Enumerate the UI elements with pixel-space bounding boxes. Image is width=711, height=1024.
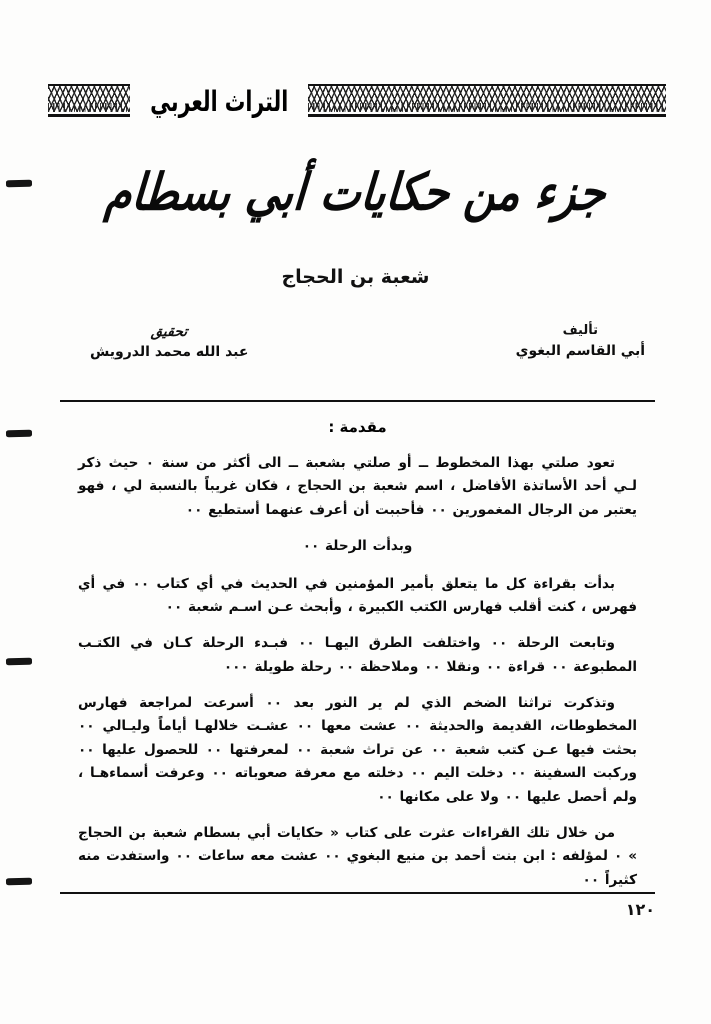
section-heading-introduction: مقدمة : [328, 418, 387, 436]
page-number: ١٢٠ [625, 900, 655, 919]
page-subtitle: شعبة بن الحجاج [281, 266, 430, 288]
editor-name: عبد الله محمد الدرويش [90, 344, 249, 361]
author-role-label: تأليف [562, 323, 599, 338]
paragraph: تعود صلتي بهذا المخطوط ــ أو صلتي بشعبة ــ الى أكثر من سنة ٠ حيث ذكر لـي أحد الأساتذة الأفاضل ، اسم شعبة بن الحجاج ، فكان غريباً بالنسبة لي ، فهو يعتبر من الرجال المغمورين ٠٠ فأحببت أن أعرف عنهما أستطيع ٠٠ [78, 455, 637, 518]
header-ornament-band [48, 84, 666, 118]
editor-credit [90, 322, 248, 363]
arabesque-frieze-icon [308, 84, 666, 118]
arabesque-frieze-icon [48, 84, 130, 118]
paragraph: بدأت بقراءة كل ما يتعلق بأمير المؤمنين في الحديث في أي كتاب ٠٠ في أي فهرس ، كنت أقلب فهارس الكتب الكبيرة ، وأبحث عـن اسـم شعبة ٠٠ [78, 575, 637, 615]
editor-role-label: تحقيق [150, 324, 189, 340]
margin-mark [6, 430, 32, 438]
page-title: جزء من حكايات أبي بسطام [102, 163, 609, 223]
paragraph: وتذكرت تراثنا الضخم الذي لم ير النور بعد ٠٠ أسرعت لمراجعة فهارس المخطوطات، القديمة والحديثة ٠٠ عشت معها ٠٠ عشـت خلالهـا أياماً وليـالي ٠٠ بحثت فيها عـن كتب شعبة ٠٠ عن تراث شعبة ٠٠ لمعرفتها ٠٠ للحصول عليها ٠٠ وركبت السفينة ٠٠ دخلت اليم ٠٠ دخلته مع معرفة صعوباته ٠٠ وعرفت أسماءهـا ، ولم أحصل عليها ٠٠ ولا على مكانها ٠٠ [78, 695, 638, 805]
divider-bottom [60, 892, 655, 894]
paragraph: وبدأت الرحلة ٠٠ [302, 538, 413, 555]
paragraph: وتابعت الرحلة ٠٠ واختلفت الطرق اليهـا ٠٠ فبـدء الرحلة كـان في الكتـب المطبوعة ٠٠ قراءة ٠٠ ونقلا ٠٠ وملاحظة ٠٠ رحلة طويلة ٠٠٠ [78, 635, 637, 675]
series-title: التراث العربي [150, 84, 289, 118]
credits-block [60, 322, 651, 382]
author-name: أبي القاسم البغوي [515, 342, 645, 359]
author-credit [516, 322, 645, 361]
body-text-area [78, 412, 637, 892]
margin-mark [6, 658, 32, 666]
margin-mark [6, 878, 32, 886]
divider-top [60, 400, 655, 402]
paragraph: من خلال تلك القراءات عثرت على كتاب « حكايات أبي بسطام شعبة بن الحجاج » ٠ لمؤلفه : ابن بنت أحمد بن منيع البغوي ٠٠ عشت معه ساعات ٠٠ واستفدت منه كثيراً ٠٠ [78, 824, 638, 888]
